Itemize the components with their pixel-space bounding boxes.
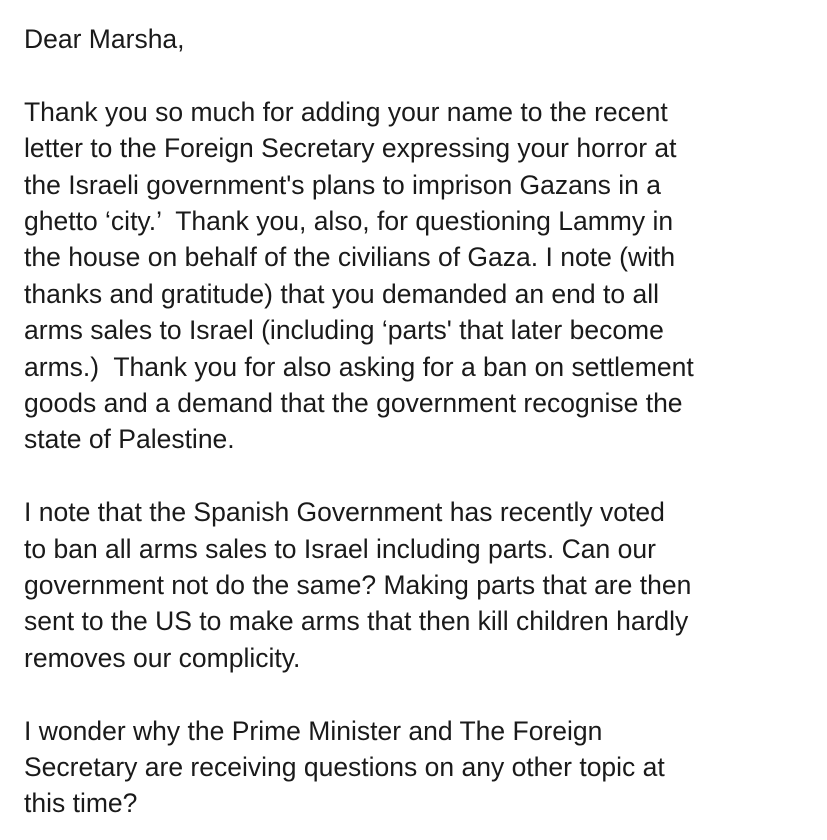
paragraph-line: sent to the US to make arms that then kill children hardly xyxy=(24,606,689,637)
paragraph-line: goods and a demand that the government recognise the xyxy=(24,388,683,419)
paragraph-line: government not do the same? Making parts that are then xyxy=(24,570,692,601)
paragraph-line: Thank you so much for adding your name to the recent xyxy=(24,96,668,127)
paragraph-gap xyxy=(24,57,814,93)
paragraph-line: state of Palestine. xyxy=(24,424,235,455)
paragraph-line: this time? xyxy=(24,788,138,819)
salutation: Dear Marsha, xyxy=(24,24,185,54)
paragraph-line: removes our complicity. xyxy=(24,642,301,673)
paragraph-line: letter to the Foreign Secretary expressing your horror at xyxy=(24,133,677,164)
paragraph-2 xyxy=(24,494,814,676)
paragraph-gap xyxy=(24,458,814,494)
paragraph-line: Secretary are receiving questions on any other topic at xyxy=(24,752,665,783)
paragraph-line: ghetto ‘city.’ Thank you, also, for questioning Lammy in xyxy=(24,206,674,237)
paragraph-line: the house on behalf of the civilians of Gaza. I note (with xyxy=(24,242,676,273)
paragraph-line: thanks and gratitude) that you demanded an end to all xyxy=(24,278,659,309)
paragraph-line: to ban all arms sales to Israel including parts. Can our xyxy=(24,533,656,564)
paragraph-gap xyxy=(24,676,814,712)
paragraph-line: I note that the Spanish Government has recently voted xyxy=(24,497,665,528)
paragraph-3 xyxy=(24,713,814,822)
paragraph-line: I wonder why the Prime Minister and The Foreign xyxy=(24,715,603,746)
paragraph-1 xyxy=(24,94,814,458)
paragraph-line: arms sales to Israel (including ‘parts' that later become xyxy=(24,315,664,346)
paragraph-line: the Israeli government's plans to imprison Gazans in a xyxy=(24,169,661,200)
letter-body xyxy=(24,21,814,822)
paragraph-line: arms.) Thank you for also asking for a ban on settlement xyxy=(24,351,694,382)
